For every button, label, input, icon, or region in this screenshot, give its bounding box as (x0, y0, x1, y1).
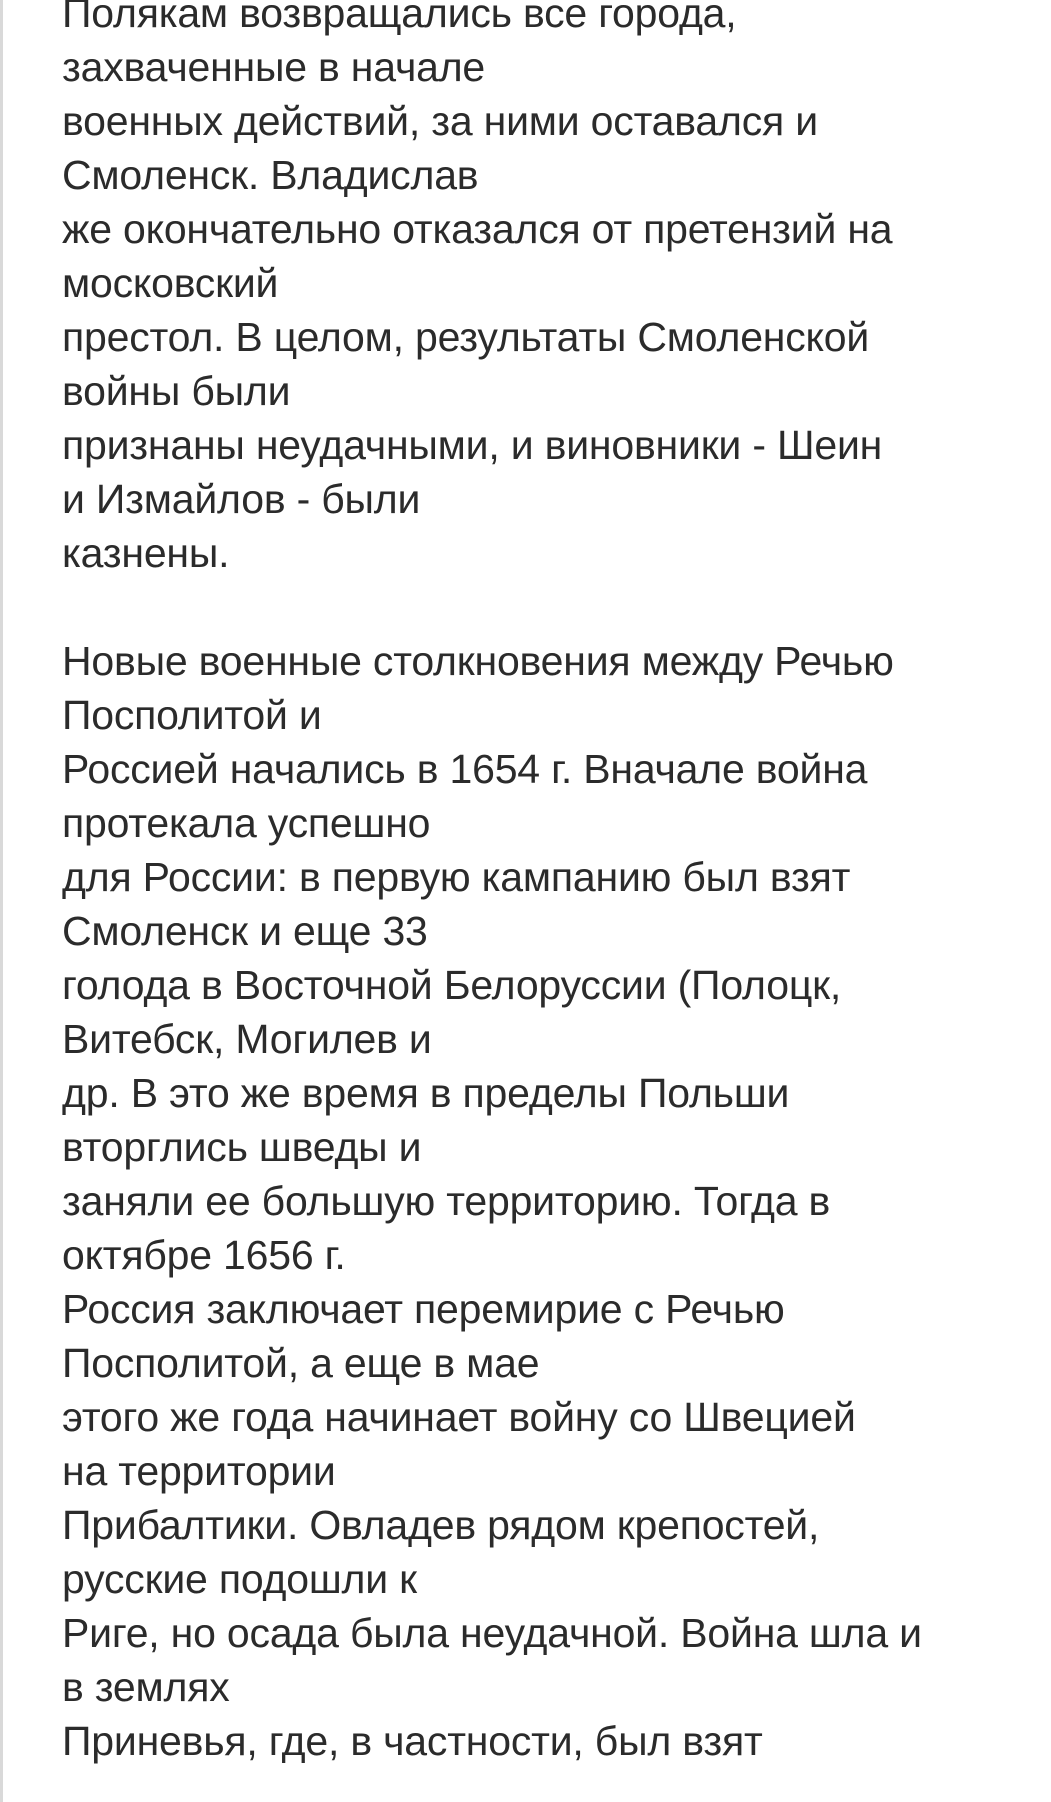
text-line: Прибалтики. Овладев рядом крепостей, (62, 1502, 820, 1548)
text-line: Россией начались в 1654 г. Вначале война (62, 746, 868, 792)
text-line: Смоленск. Владислав (62, 152, 479, 198)
text-line: войны были (62, 368, 291, 414)
paragraph-2 (62, 634, 1042, 1768)
text-line: Риге, но осада была неудачной. Война шла и (62, 1610, 922, 1656)
text-line: Смоленск и еще 33 (62, 908, 428, 954)
text-line: протекала успешно (62, 800, 431, 846)
text-line: вторглись шведы и (62, 1124, 422, 1170)
text-line: Полякам возвращались все города, (62, 0, 737, 36)
text-line: признаны неудачными, и виновники - Шеин (62, 422, 883, 468)
text-line: на территории (62, 1448, 336, 1494)
text-line: Приневья, где, в частности, был взят (62, 1718, 763, 1764)
text-line: в землях (62, 1664, 230, 1710)
text-line: этого же года начинает войну со Швецией (62, 1394, 856, 1440)
text-line: престол. В целом, результаты Смоленской (62, 314, 870, 360)
text-line: Новые военные столкновения между Речью (62, 638, 894, 684)
text-line: русские подошли к (62, 1556, 417, 1602)
text-line: Посполитой, а еще в мае (62, 1340, 540, 1386)
text-line: военных действий, за ними оставался и (62, 98, 818, 144)
text-line: же окончательно отказался от претензий на (62, 206, 893, 252)
text-line: захваченные в начале (62, 44, 486, 90)
text-line: и Измайлов - были (62, 476, 421, 522)
text-line: Посполитой и (62, 692, 322, 738)
text-line: голода в Восточной Белоруссии (Полоцк, (62, 962, 842, 1008)
text-line: Витебск, Могилев и (62, 1016, 432, 1062)
text-line: др. В это же время в пределы Польши (62, 1070, 790, 1116)
paragraph-1 (62, 0, 1042, 580)
paragraph-spacer (62, 580, 1042, 634)
page-left-border (0, 0, 3, 1802)
text-line: казнены. (62, 530, 230, 576)
text-line: октябре 1656 г. (62, 1232, 346, 1278)
text-line: для России: в первую кампанию был взят (62, 854, 851, 900)
document-text (62, 0, 1042, 1768)
text-line: московский (62, 260, 279, 306)
text-line: заняли ее большую территорию. Тогда в (62, 1178, 831, 1224)
text-line: Россия заключает перемирие с Речью (62, 1286, 785, 1332)
